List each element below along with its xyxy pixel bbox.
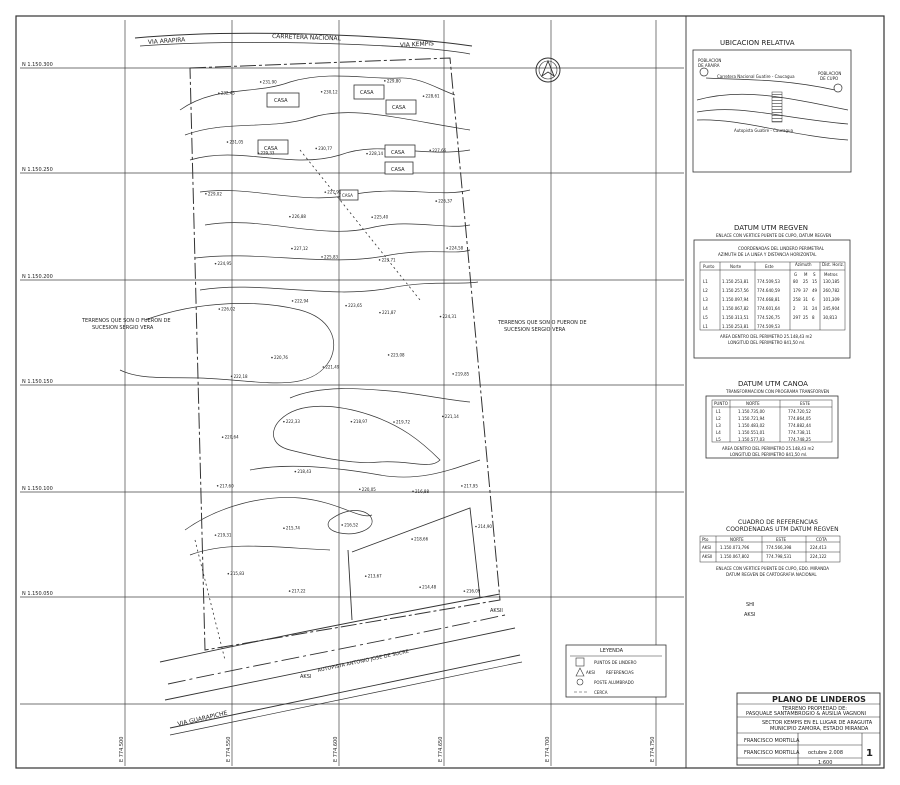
location-line: SECTOR KEMPIS EN EL LUGAR DE ARAGUITA [762, 720, 873, 726]
spot-elevation: 230,12 [323, 89, 338, 95]
table-cell: 260,782 [823, 288, 840, 293]
table-note: LONGITUD DEL PERIMETRO 841,50 ml. [730, 452, 808, 457]
table-cell: 37 [803, 288, 809, 293]
legend [566, 645, 666, 697]
table-cell: L2 [703, 288, 708, 293]
table-note: LONGITUD DEL PERIMETRO 841,50 ml. [728, 340, 806, 345]
northing-label: N 1.150.100 [22, 486, 53, 492]
road-label: AUTOPISTA ANTONIO JOSE DE SUCRE [317, 648, 410, 674]
table-cell: L2 [716, 416, 721, 421]
spot-point [435, 200, 437, 202]
spot-elevation: 217,95 [463, 483, 478, 489]
column-header: Pto [702, 537, 709, 542]
spot-elevation: 222,33 [285, 419, 300, 425]
table-cell: 774.526,75 [757, 315, 780, 320]
spot-elevation: 219,72 [396, 419, 411, 425]
spot-elevation: 221,14 [444, 413, 459, 419]
northing-label: N 1.150.050 [22, 591, 53, 597]
spot-elevation: 221,49 [325, 364, 340, 370]
table-cell: 774.864,05 [788, 416, 811, 421]
spot-point [345, 305, 347, 307]
spot-elevation: 227,12 [293, 246, 308, 252]
table-cell: 25 [803, 279, 809, 284]
column-header: Dist. Horiz. [822, 262, 844, 267]
spot-elevation: 232,45 [220, 90, 235, 96]
road-label: CARRETERA NACIONAL [271, 33, 342, 43]
plan-title: PLANO DE LINDEROS [772, 695, 866, 704]
spot-point [258, 152, 260, 154]
spot-elevation: 225,40 [374, 214, 389, 220]
neighbor-label: SUCESION SERGIO VERA [504, 327, 566, 333]
column-subheader: Metros [824, 272, 838, 277]
spot-elevation: 220,76 [273, 355, 288, 361]
location-town: POBLACION [818, 71, 842, 76]
table-cell: 774.720,52 [788, 409, 811, 414]
table-cell: L1 [716, 409, 721, 414]
table-cell: 774.798,531 [766, 554, 792, 559]
location-title: UBICACION RELATIVA [720, 39, 795, 47]
spot-point [295, 471, 297, 473]
spot-point [440, 316, 442, 318]
spot-point [393, 421, 395, 423]
spot-elevation: 215,83 [230, 571, 245, 577]
table-cell: L3 [703, 297, 708, 302]
spot-point [227, 141, 229, 143]
northing-label: N 1.150.200 [22, 274, 53, 280]
column-subheader: S [813, 272, 816, 277]
house-label: CASA [264, 146, 278, 152]
location-line: MUNICIPIO ZAMORA, ESTADO MIRANDA [770, 726, 869, 732]
table-cell: L5 [716, 437, 721, 442]
mark-label: SHI [746, 602, 755, 608]
easting-label: E 774.650 [438, 736, 444, 762]
table-note: AREA DENTRO DEL PERIMETRO 25.148,43 m2 [720, 334, 812, 339]
spot-point [283, 527, 285, 529]
legend-title: LEYENDA [600, 648, 624, 654]
table-cell: 15 [812, 279, 818, 284]
spot-elevation: 222,18 [233, 373, 248, 379]
easting-label: E 774.750 [650, 736, 656, 762]
table-note: ENLACE CON VERTICE PUENTE DE CUPO, EDO. MIRANDA [716, 566, 829, 571]
regven-title: DATUM UTM REGVEN [734, 224, 808, 232]
table-cell: 224,122 [810, 554, 827, 559]
spot-elevation: 214,48 [422, 584, 437, 590]
easting-label: E 774.700 [545, 736, 551, 762]
spot-point [205, 193, 207, 195]
spot-point [446, 247, 448, 249]
table-cell: 1.150.721,94 [738, 416, 765, 421]
spot-elevation: 224,95 [217, 261, 232, 267]
site-marker [772, 92, 782, 122]
table-cell: 297 [793, 315, 801, 320]
table-cell: 774.668,81 [757, 297, 780, 302]
spot-elevation: 217,22 [291, 588, 306, 594]
easting-label: E 774.600 [333, 736, 339, 762]
table-cell: 80 [793, 279, 799, 284]
spot-elevation: 230,77 [318, 145, 333, 151]
table-cell: 774.640,59 [757, 288, 780, 293]
northing-label: N 1.150.150 [22, 379, 53, 385]
spot-elevation: 229,02 [207, 191, 222, 197]
spot-elevation: 223,65 [348, 303, 363, 309]
table-cell: 1.150.097,94 [722, 297, 749, 302]
spot-point [351, 421, 353, 423]
table-cell: 31 [803, 297, 809, 302]
table-cell: 1.150.551,01 [738, 430, 765, 435]
spot-point [464, 590, 466, 592]
table-cell: 130,185 [823, 279, 840, 284]
table-cell: L3 [716, 423, 721, 428]
spot-point [215, 534, 217, 536]
spot-point [260, 81, 262, 83]
spot-elevation: 231,90 [262, 79, 277, 85]
road-label: VIA ARAPIRA [147, 36, 186, 46]
spot-point [429, 150, 431, 152]
road-label: VIA KEMPIS [399, 40, 435, 49]
table-cell: AKSII [702, 554, 713, 559]
canoa-subtitle: TRANSFORMACION CON PROGRAMA TRANSFORVEN [726, 389, 830, 394]
location-town: POBLACION [698, 58, 722, 63]
column-header: ESTE [776, 537, 787, 542]
spot-elevation: 227,91 [327, 189, 342, 195]
title-block [737, 693, 880, 766]
spot-elevation: 225,83 [324, 254, 339, 260]
house-label: CASA [274, 98, 288, 104]
spot-point [218, 308, 220, 310]
spot-point [228, 573, 230, 575]
location-road: Carretera Nacional Guatire - Caucagua [717, 74, 795, 79]
house-label: CASA [342, 193, 353, 198]
spot-point [379, 312, 381, 314]
spot-point [283, 421, 285, 423]
spot-elevation: 218,43 [297, 469, 312, 475]
spot-elevation: 219,31 [217, 532, 232, 538]
spot-point [388, 354, 390, 356]
spot-elevation: 226,37 [438, 198, 453, 204]
spot-point [218, 92, 220, 94]
column-header: COTA [816, 537, 827, 542]
table-cell: 1.150.257,56 [722, 288, 749, 293]
spot-elevation: 221,87 [381, 310, 396, 316]
legend-item: POSTE ALUMBRADO [594, 680, 634, 685]
table-cell: 1.150.577,03 [738, 437, 765, 442]
spot-elevation: 228,61 [425, 93, 440, 99]
house-label: CASA [391, 150, 405, 156]
spot-elevation: 224,31 [442, 314, 457, 320]
column-subheader: G [794, 272, 798, 277]
spot-elevation: 223,71 [381, 257, 396, 263]
spot-point [291, 248, 293, 250]
spot-point [371, 216, 373, 218]
spot-point [365, 575, 367, 577]
sheet-number: 1 [866, 748, 873, 759]
column-header: PUNTO [714, 401, 728, 406]
road-label: VIA GUARAPICHE [176, 709, 229, 728]
column-header: NORTE [746, 401, 760, 406]
legend-ref-code: AKSI [586, 670, 596, 675]
table-cell: 224,413 [810, 545, 827, 550]
spot-point [461, 485, 463, 487]
table-cell: 245,904 [823, 306, 840, 311]
spot-elevation: 218,97 [353, 419, 368, 425]
canoa-title: DATUM UTM CANOA [738, 380, 808, 388]
spot-elevation: 227,66 [432, 147, 447, 153]
spot-point [324, 191, 326, 193]
regven-subtitle: ENLACE CON VERTICE PUENTE DE CUPO, DATUM REGVEN [716, 233, 832, 238]
spot-elevation: 216,09 [466, 588, 481, 594]
table-cell: 774.601,64 [757, 306, 780, 311]
spot-point [419, 586, 421, 588]
table-cell: 1.150.067,82 [722, 306, 749, 311]
spot-elevation: 220,64 [224, 434, 239, 440]
table-caption: AZIMUTH DE LA LINEA Y DISTANCIA HORIZONTAL [718, 252, 817, 257]
house-label: CASA [360, 90, 374, 96]
spot-point [321, 91, 323, 93]
table-cell: L4 [703, 306, 708, 311]
location-town: DE ARAIRA [698, 63, 720, 68]
reference-mark: AKSI [300, 674, 312, 680]
spot-elevation: 231,05 [229, 139, 244, 145]
table-cell: 1.150.735,00 [738, 409, 765, 414]
column-header: ESTE [800, 401, 811, 406]
spot-elevation: 216,52 [344, 522, 359, 528]
table-cell: AKSI [702, 545, 712, 550]
spot-point [442, 416, 444, 418]
table-cell: 24 [812, 306, 818, 311]
spot-point [411, 538, 413, 540]
spot-point [423, 95, 425, 97]
table-cell: 179 [793, 288, 801, 293]
location-box [693, 39, 851, 172]
spot-point [323, 366, 325, 368]
spot-elevation: 228,14 [369, 151, 384, 157]
plan-date: octubre 2.008 [808, 750, 844, 756]
spot-elevation: 226,02 [221, 306, 236, 312]
spot-point [452, 373, 454, 375]
column-subheader: M [804, 272, 808, 277]
table-cell: 1.150.067,802 [720, 554, 750, 559]
mark-label: AKSI [744, 612, 756, 618]
column-header: NORTE [730, 537, 744, 542]
legend-item: REFERENCIAS [606, 670, 634, 675]
spot-elevation: 217,60 [219, 483, 234, 489]
spot-elevation: 214,90 [477, 524, 492, 530]
spot-point [366, 153, 368, 155]
regven-coordinates [694, 224, 850, 358]
canoa-coordinates [706, 380, 838, 458]
spot-point [215, 263, 217, 265]
spot-elevation: 218,66 [414, 536, 429, 542]
house-label: CASA [391, 167, 405, 173]
legend-item: CERCA [594, 690, 608, 695]
table-cell: 258 [793, 297, 801, 302]
table-cell: 774.882,44 [788, 423, 811, 428]
spot-elevation: 215,74 [285, 525, 300, 531]
neighbor-label: SUCESION SERGIO VERA [92, 325, 154, 331]
spot-point [289, 216, 291, 218]
plan-scale: 1:600 [818, 760, 833, 766]
table-note: DATUM REGVEN DE CARTOGRAFIA NACIONAL [726, 572, 817, 577]
spot-elevation: 220,05 [361, 486, 376, 492]
legend-item: PUNTOS DE LINDERO [594, 660, 637, 665]
table-cell: 1.150.253,81 [722, 279, 749, 284]
table-cell: 101,309 [823, 297, 840, 302]
column-header: Punto [703, 264, 715, 269]
surveyor-name: FRANCISCO MORTILLA [744, 738, 800, 744]
spot-point [475, 526, 477, 528]
spot-point [271, 357, 273, 359]
table-cell: 31 [803, 306, 809, 311]
table-cell: 1.150.483,02 [738, 423, 765, 428]
spot-elevation: 224,58 [449, 245, 464, 251]
spot-elevation: 219,85 [455, 371, 470, 377]
spot-point [384, 80, 386, 82]
owner-label: TERRENO PROPIEDAD DE: [782, 706, 847, 712]
table-cell: 774.509,53 [757, 324, 780, 329]
drafter-name: FRANCISCO MORTILLA [744, 750, 800, 756]
table-cell: 8 [812, 315, 815, 320]
table-cell: L1 [703, 324, 708, 329]
northing-label: N 1.150.300 [22, 62, 53, 68]
references-title: CUADRO DE REFERENCIAS [738, 519, 818, 526]
neighbor-label: TERRENOS QUE SON O FUERON DE [498, 320, 587, 326]
easting-label: E 774.500 [119, 736, 125, 762]
spot-point [217, 485, 219, 487]
table-cell: 1.150.313,51 [722, 315, 749, 320]
spot-elevation: 226,88 [291, 214, 306, 220]
spot-point [222, 436, 224, 438]
table-cell: L4 [716, 430, 721, 435]
table-cell: L1 [703, 279, 708, 284]
references-title: COORDENADAS UTM DATUM REGVEN [726, 526, 839, 533]
house-label: CASA [392, 105, 406, 111]
location-town: DE CUPO [820, 76, 839, 81]
table-cell: 1.150.253,81 [722, 324, 749, 329]
table-cell: 774.509,53 [757, 279, 780, 284]
spot-point [321, 256, 323, 258]
table-caption: COORDENADAS DEL LINDERO PERIMETRAL [738, 246, 824, 251]
spot-point [289, 590, 291, 592]
table-cell: 1.150.073,796 [720, 545, 750, 550]
spot-point [292, 300, 294, 302]
table-cell: 774.566,398 [766, 545, 792, 550]
spot-elevation: 213,67 [367, 573, 382, 579]
table-cell: L5 [703, 315, 708, 320]
table-cell: 30,813 [823, 315, 837, 320]
table-cell: 6 [812, 297, 815, 302]
spot-point [412, 491, 414, 493]
neighbor-label: TERRENOS QUE SON O FUERON DE [82, 318, 171, 324]
spot-point [341, 524, 343, 526]
spot-point [315, 148, 317, 150]
owner-names: PASQUALE SANTAMBROGIO & AUSILIA VAGNONI [746, 711, 867, 717]
spot-elevation: 222,94 [294, 298, 309, 304]
spot-point [231, 375, 233, 377]
location-highway: Autopista Guatire - Caucagua [734, 128, 794, 133]
column-header: Azimuth [795, 262, 812, 267]
column-header: Norte [730, 264, 742, 269]
spot-point [359, 488, 361, 490]
spot-elevation: 229,80 [386, 78, 401, 84]
spot-elevation: 229,33 [260, 150, 275, 156]
northing-label: N 1.150.250 [22, 167, 53, 173]
table-cell: 25 [803, 315, 809, 320]
spot-elevation: 216,88 [415, 488, 430, 494]
table-cell: 2 [793, 306, 796, 311]
column-header: Este [765, 264, 774, 269]
table-cell: 49 [812, 288, 818, 293]
table-note: AREA DENTRO DEL PERIMETRO 25.148,43 m2 [722, 446, 814, 451]
easting-label: E 774.550 [226, 736, 232, 762]
spot-elevation: 223,08 [390, 352, 405, 358]
table-cell: 774.748,25 [788, 437, 811, 442]
table-cell: 774.738,11 [788, 430, 811, 435]
spot-point [379, 259, 381, 261]
reference-mark: AKSII [490, 608, 503, 614]
